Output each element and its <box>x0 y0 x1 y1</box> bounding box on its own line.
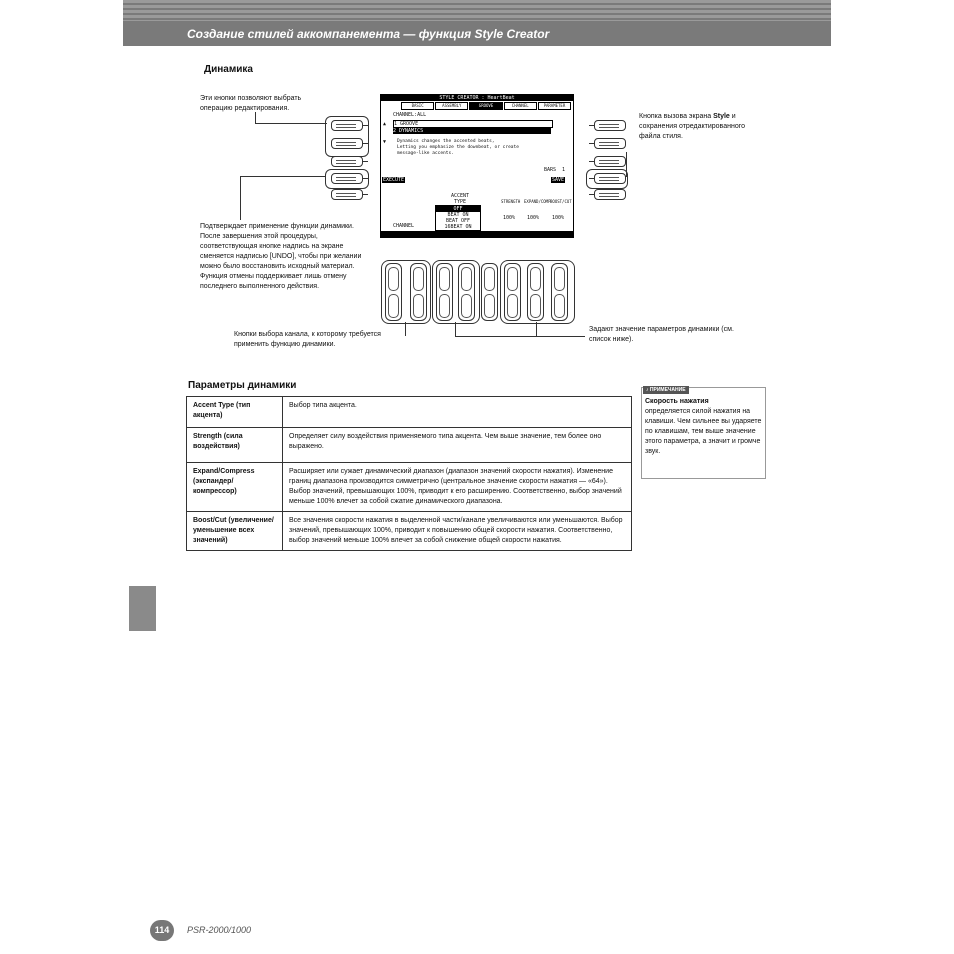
slider-6[interactable] <box>481 263 498 321</box>
lcd-bottom-bar <box>381 231 573 237</box>
param-key: Expand/Compress (экспандер/ компрессор) <box>187 463 283 512</box>
lcd-execute[interactable]: EXECUTE <box>383 177 405 183</box>
lcd-right-button-b[interactable] <box>594 138 626 149</box>
lcd-left-button-a[interactable] <box>331 120 363 131</box>
lcd-tab-active[interactable]: GROOVE <box>469 102 502 110</box>
note-title: Скорость нажатия <box>645 398 709 405</box>
lcd-left-button-c[interactable] <box>331 156 363 167</box>
lcd-item-1[interactable]: 1 GROOVE <box>393 120 553 128</box>
lcd-right-button-e[interactable] <box>594 189 626 200</box>
page-number: 114 <box>150 920 174 941</box>
param-value: Выбор типа акцента. <box>283 397 632 428</box>
lcd-channel-label: CHANNEL <box>393 223 415 229</box>
leader-line <box>255 123 327 124</box>
boost-slider[interactable] <box>551 263 568 321</box>
lcd-expand-value: 100% <box>527 215 540 221</box>
lcd-save[interactable]: SAVE <box>552 177 565 183</box>
note-badge: ♪ ПРИМЕЧАНИЕ <box>643 386 689 394</box>
param-value: Определяет силу воздействия применяемого типа акцента. Чем выше значение, тем более оно выражено. <box>283 428 632 463</box>
lcd-bars: BARS 1 <box>544 167 566 173</box>
lcd-accent-option[interactable]: BEAT OFF <box>445 218 471 224</box>
lcd-down-arrow: ▼ <box>383 139 387 145</box>
param-key: Boost/Cut (увеличение/ уменьшение всех значений) <box>187 512 283 551</box>
callout-style-save-post: и сохранения отредактированного файла стиля. <box>639 113 745 140</box>
callout-param-values: Задают значение параметров динамики (см. список ниже). <box>589 326 734 343</box>
callout-style-save-bold: Style <box>713 113 730 120</box>
leader-line <box>240 176 241 220</box>
lcd-up-arrow: ▲ <box>383 121 387 127</box>
callout-style-save <box>639 112 759 142</box>
callout-confirm-text: Подтверждает применение функции динамики. После завершения этой процедуры, соответствующая кнопке надпись на экране сменяется надписью [UNDO], чтобы при желании можно было восстановить исходный материал. Функция отмены поддерживает лишь отмену последнего выполненного действия. <box>200 223 362 290</box>
callout-channel-select: Кнопки выбора канала, к которому требуется применить функцию динамики. <box>234 331 381 348</box>
lcd-tab[interactable]: BASIC <box>401 102 434 110</box>
param-key: Strength (сила воздействия) <box>187 428 283 463</box>
lcd-left-button-e[interactable] <box>331 189 363 200</box>
header-title: Создание стилей аккомпанемента — функция Style Creator <box>187 27 550 41</box>
lcd-strength-value: 100% <box>503 215 516 221</box>
lcd-tab[interactable]: ASSEMBLY <box>435 102 468 110</box>
leader-line <box>455 322 456 336</box>
table-row <box>187 397 632 428</box>
lcd-accent-option[interactable]: 16BEAT ON <box>444 224 472 230</box>
note-badge-text: ПРИМЕЧАНИЕ <box>649 387 686 393</box>
model-name: PSR-2000/1000 <box>187 925 252 935</box>
leader-line <box>405 322 406 336</box>
strength-slider[interactable] <box>504 263 521 321</box>
lcd-accent-option[interactable]: OFF <box>436 206 480 212</box>
lcd-expand-label: EXPAND/COMP <box>524 199 551 204</box>
accent-slider-1[interactable] <box>436 263 453 321</box>
lcd-right-button-c[interactable] <box>594 156 626 167</box>
lcd-accent-list <box>435 205 481 231</box>
note-box <box>641 387 766 479</box>
params-table <box>186 396 632 551</box>
lcd-accent-option[interactable]: BEAT ON <box>447 212 469 218</box>
section-title: Динамика <box>204 64 253 75</box>
note-content <box>645 397 763 457</box>
expand-slider[interactable] <box>527 263 544 321</box>
lcd-tab[interactable]: CHANNEL <box>504 102 537 110</box>
leader-line <box>455 336 585 337</box>
param-value: Расширяет или сужает динамический диапазон (диапазон значений скорости нажатия). Изменение границ диапазона производится симметрично (центральное значение скорости нажатия — «64»). Выбор значений, превышающих 100%, приводит к его расширению. Соответственно, выбор значений меньше 100% влечет за собой сжатие динамического диапазона. <box>283 463 632 512</box>
lcd-left-button-d[interactable] <box>331 173 363 184</box>
header-stripes <box>123 0 831 21</box>
param-key: Accent Type (тип акцента) <box>187 397 283 428</box>
callout-edit-op: Эти кнопки позволяют выбрать операцию редактирования. <box>200 95 302 112</box>
lcd-boost-value: 100% <box>552 215 565 221</box>
channel-slider-1[interactable] <box>385 263 402 321</box>
table-row <box>187 512 632 551</box>
lcd-accent-type-label: ACCENT TYPE <box>450 193 470 205</box>
table-row <box>187 428 632 463</box>
lcd-title: STYLE CREATOR : HeartBeat <box>381 95 573 101</box>
side-tab <box>129 586 156 631</box>
lcd-right-button-a[interactable] <box>594 120 626 131</box>
lcd-strength-label: STRENGTH <box>501 199 521 204</box>
table-row <box>187 463 632 512</box>
note-text: определяется силой нажатия на клавиши. Чем сильнее вы ударяете по клавишам, тем выше значение этого параметра, а значит и громче звук. <box>645 408 762 455</box>
lcd-item-2[interactable]: 2 DYNAMICS <box>393 128 551 134</box>
param-value: Все значения скорости нажатия в выделенной части/канале увеличиваются или уменьшаются. Выбор значений, превышающих 100%, приводит к повышению общей скорости нажатия. Соответственно, выбор значений меньше 100% влечет за собой снижение общей скорости нажатия. <box>283 512 632 551</box>
lcd-channel: CHANNEL:ALL <box>393 112 427 118</box>
leader-line <box>536 322 537 336</box>
lcd-screen <box>380 94 574 238</box>
lcd-boost-label: BOOST/CUT <box>550 199 572 204</box>
callout-style-save-pre: Кнопка вызова экрана <box>639 113 714 120</box>
accent-slider-2[interactable] <box>458 263 475 321</box>
lcd-left-button-b[interactable] <box>331 138 363 149</box>
channel-slider-2[interactable] <box>410 263 427 321</box>
lcd-description: Dynamics changes the accented beats, Letting you emphasize the downbeat, or create message-like accents. <box>397 139 519 156</box>
page-header <box>123 0 831 46</box>
lcd-tab[interactable]: PARAMETER <box>538 102 571 110</box>
lcd-right-button-d[interactable] <box>594 173 626 184</box>
leader-line <box>240 176 326 177</box>
callout-confirm <box>200 222 372 292</box>
lcd-tabs <box>401 102 571 110</box>
params-title: Параметры динамики <box>188 380 297 391</box>
